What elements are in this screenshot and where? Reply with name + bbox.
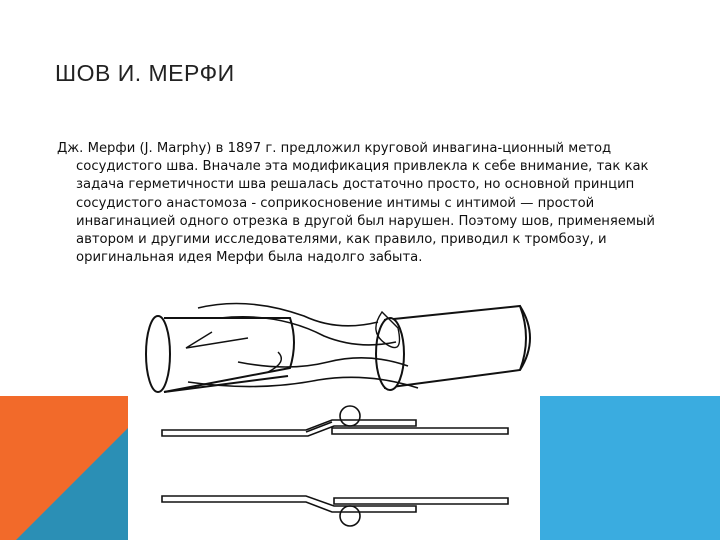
- slide-body: [57, 140, 657, 267]
- slide-title: ШОВ И. МЕРФИ: [55, 60, 235, 86]
- anastomosis-illustration: [128, 292, 540, 540]
- body-paragraph: Дж. Мерфи (J. Marphy) в 1897 г. предложил круговой инвагина-ционный метод сосудистого шва. Вначале эта модификация привлекла к себе внимание, так как задача герметичности шва решалась достаточно просто, но основной принцип сосудистого анастомоза - соприкосновение интимы с интимой — простой инвагинацией одного отрезка в другой был нарушен. Поэтому шов, применяемый автором и другими исследователями, как правило, приводил к тромбозу, и оригинальная идея Мерфи была надолго забыта.: [57, 141, 655, 266]
- corner-decoration-right: [540, 396, 720, 540]
